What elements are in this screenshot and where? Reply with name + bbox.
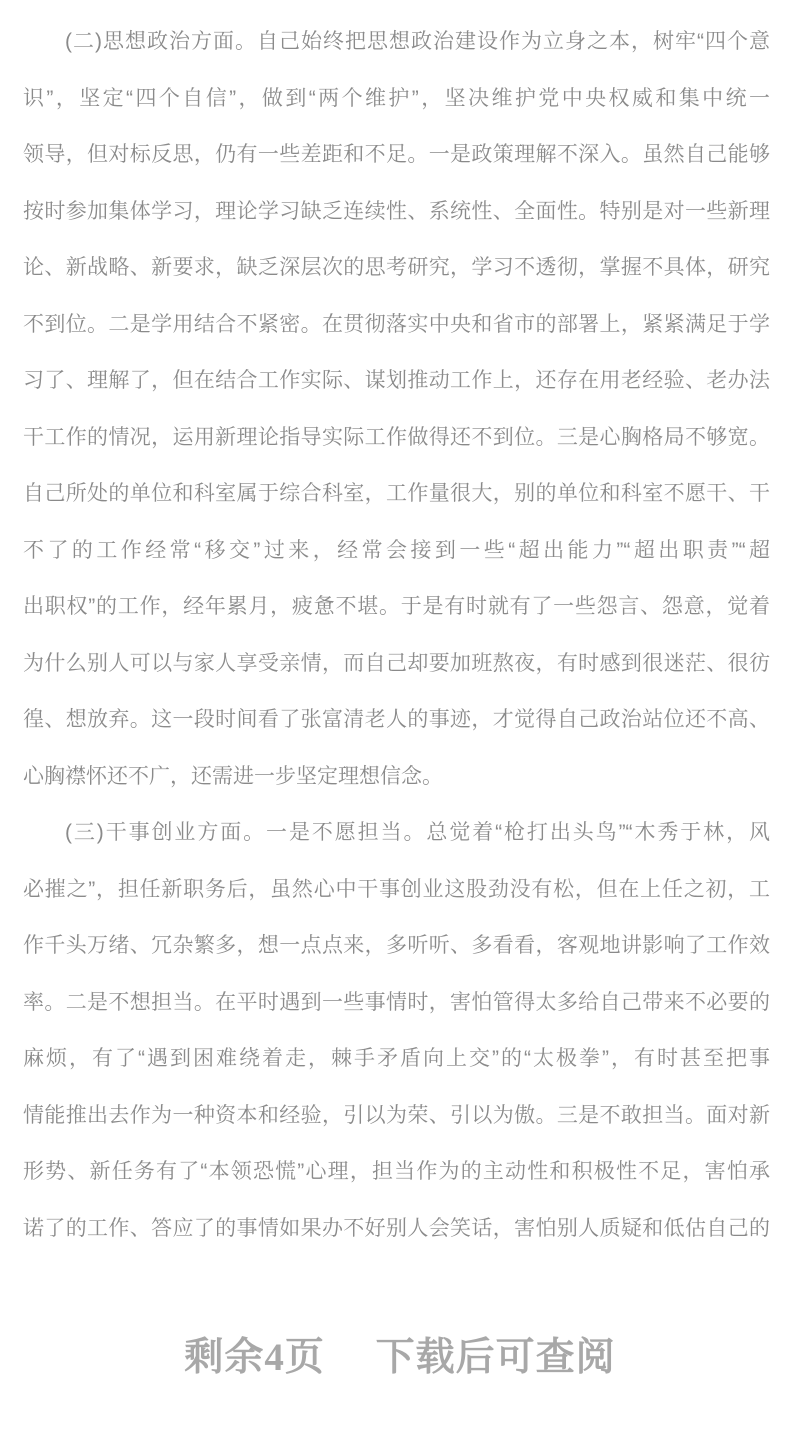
text-line: 识”，坚定“四个自信”，做到“两个维护”，坚决维护党中央权威和集中统一	[23, 86, 770, 110]
text-line: 必摧之”，担任新职务后，虽然心中干事创业这股劲没有松，但在上任之初，工	[23, 877, 770, 901]
text-line: 形势、新任务有了“本领恐慌”心理，担当作为的主动性和积极性不足，害怕承	[23, 1160, 770, 1183]
text-line: 不了的工作经常“移交”过来，经常会接到一些“超出能力”“超出职责”“超	[23, 538, 770, 562]
text-line: 情能推出去作为一种资本和经验，引以为荣、引以为傲。三是不敢担当。面对新	[23, 1103, 770, 1127]
text-line: 徨、想放弃。这一段时间看了张富清老人的事迹，才觉得自己政治站位还不高、	[23, 708, 770, 731]
text-line: 干工作的情况，运用新理论指导实际工作做得还不到位。三是心胸格局不够宽。	[23, 425, 770, 449]
text-line: 为什么别人可以与家人享受亲情，而自己却要加班熬夜，有时感到很迷茫、很彷	[23, 651, 770, 675]
preview-footer	[0, 1332, 800, 1384]
text-line: 心胸襟怀还不广，还需进一步坚定理想信念。	[23, 764, 443, 788]
text-line: 不到位。二是学用结合不紧密。在贯彻落实中央和省市的部署上，紧紧满足于学	[23, 312, 770, 336]
text-line: 领导，但对标反思，仍有一些差距和不足。一是政策理解不深入。虽然自己能够	[23, 143, 770, 166]
text-line: 作千头万绪、冗杂繁多，想一点点来，多听听、多看看，客观地讲影响了工作效	[23, 934, 770, 957]
download-hint-label: 下载后可查阅	[375, 1336, 616, 1379]
text-line: (二)思想政治方面。自己始终把思想政治建设作为立身之本，树牢“四个意	[65, 30, 770, 53]
text-line: 习了、理解了，但在结合工作实际、谋划推动工作上，还存在用老经验、老办法	[23, 369, 770, 392]
text-line: 诺了的工作、答应了的事情如果办不好别人会笑话，害怕别人质疑和低估自己的	[23, 1216, 770, 1240]
remaining-pages-label: 剩余4页	[184, 1336, 325, 1379]
text-line: 按时参加集体学习，理论学习缺乏连续性、系统性、全面性。特别是对一些新理	[23, 199, 770, 223]
text-line: 出职权”的工作，经年累月，疲惫不堪。于是有时就有了一些怨言、怨意，觉着	[23, 595, 770, 618]
text-line: 麻烦，有了“遇到困难绕着走，棘手矛盾向上交”的“太极拳”，有时甚至把事	[23, 1047, 770, 1070]
text-line: (三)干事创业方面。一是不愿担当。总觉着“枪打出头鸟”“木秀于林，风	[65, 821, 770, 844]
text-line: 自己所处的单位和科室属于综合科室，工作量很大，别的单位和科室不愿干、干	[23, 482, 770, 505]
document-body	[23, 14, 770, 1257]
text-line: 率。二是不想担当。在平时遇到一些事情时，害怕管得太多给自己带来不必要的	[23, 990, 770, 1014]
text-line: 论、新战略、新要求，缺乏深层次的思考研究，学习不透彻，掌握不具体，研究	[23, 256, 770, 279]
